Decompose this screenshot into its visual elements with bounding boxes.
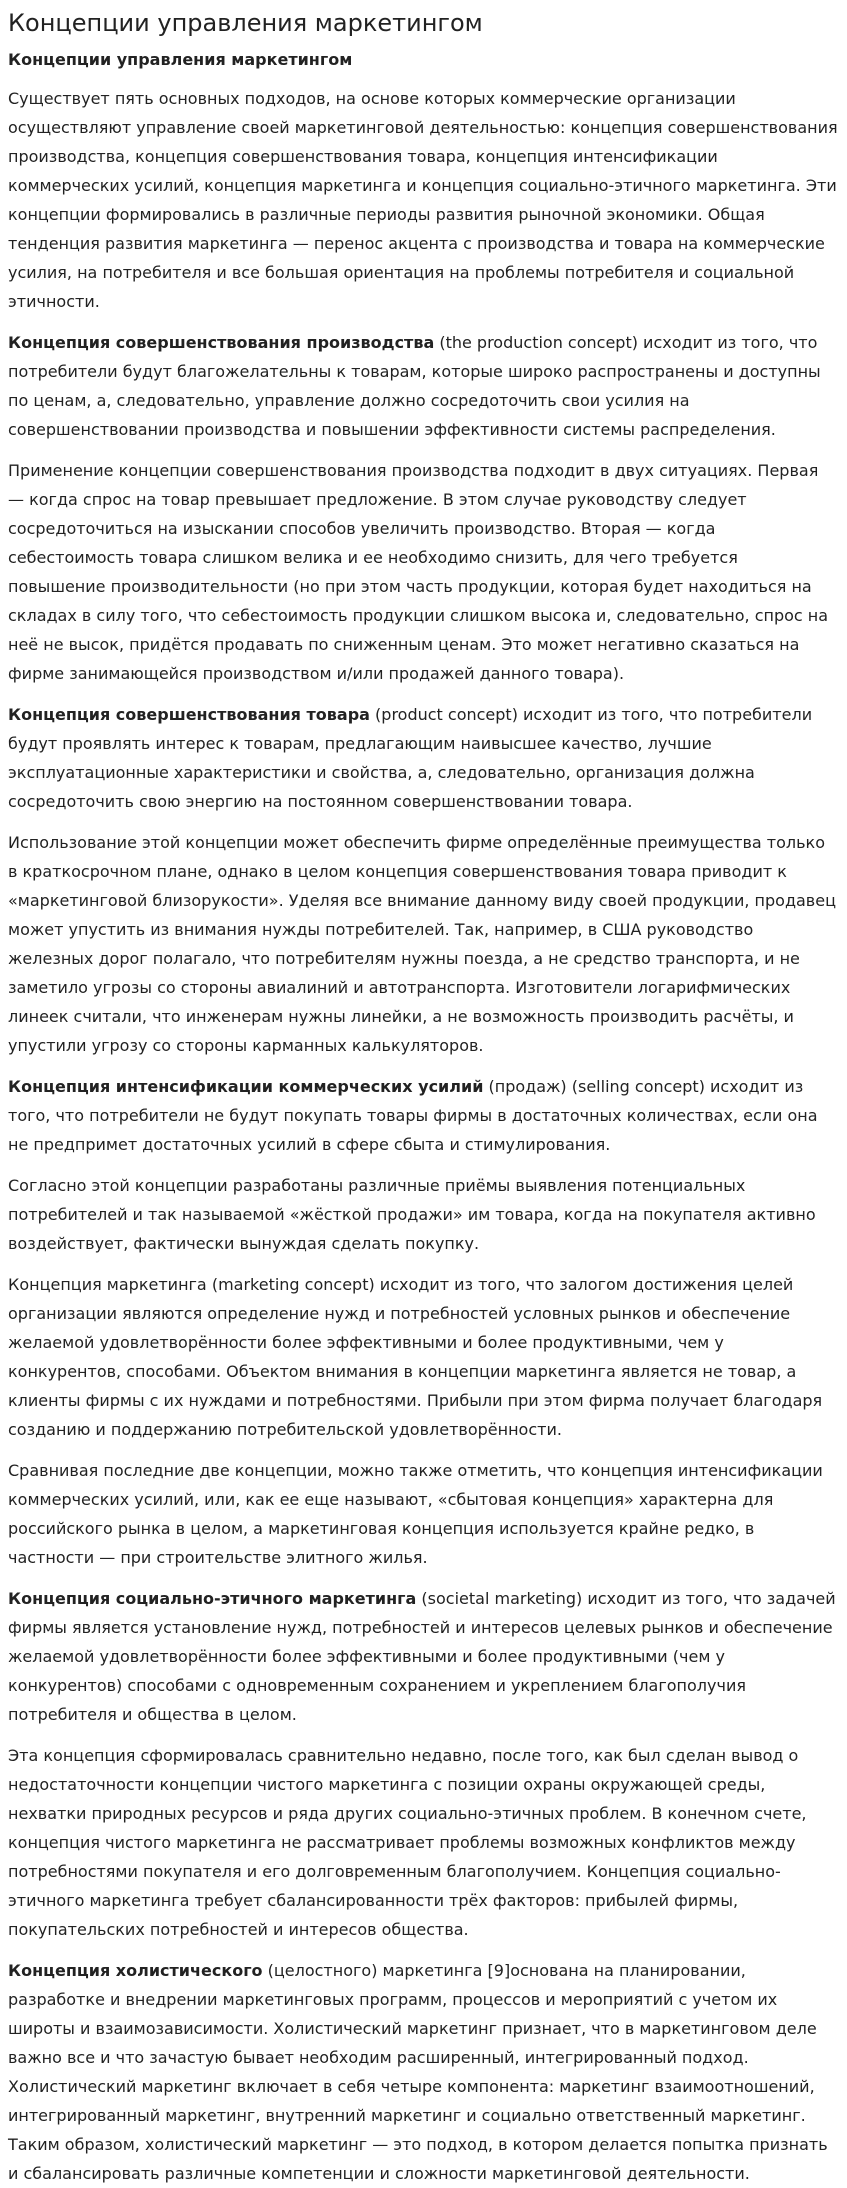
- paragraph-marketing-myopia: Использование этой концепции может обеспечить фирме определённые преимущества только в краткосрочном плане, однако в целом концепция совершенствования товара приводит к «маркетинговой близорукости». Уделяя все внимание данному виду своей продукции, продавец может упустить из внимания нужды потребителей. Так, например, в США руководство железных дорог полагало, что потребителям нужны поезда, а не средство транспорта, и не заметило угрозы со стороны авиалиний и автотранспорта. Изготовители логарифмических линеек считали, что инженерам нужны линейки, а не возможность производить расчёты, и упустили угрозу со стороны карманных калькуляторов.: [8, 833, 836, 1055]
- paragraph-hard-selling: Согласно этой концепции разработаны различные приёмы выявления потенциальных потребителей и так называемой «жёсткой продажи» им товара, когда на покупателя активно воздействует, фактически вынуждая сделать покупку.: [8, 1176, 816, 1253]
- paragraph-societal-concept: Концепция социально-этичного маркетинга (societal marketing) исходит из того, что задачей фирмы является установление нужд, потребностей и интересов целевых рынков и обеспечение желаемой удовлетворённости более эффективными и более продуктивными (чем у конкурентов) способами с одновременным сохранением и укреплением благополучия потребителя и общества в целом.: [8, 1589, 836, 1724]
- paragraph-marketing-concept: Концепция маркетинга (marketing concept) исходит из того, что залогом достижения целей организации являются определение нужд и потребностей условных рынков и обеспечение желаемой удовлетворённости более эффективными и более продуктивными, чем у конкурентов, способами. Объектом внимания в концепции маркетинга является не товар, а клиенты фирмы с их нуждами и потребностями. Прибыли при этом фирма получает благодаря созданию и поддержанию потребительской удовлетворённости.: [8, 1275, 823, 1439]
- article-subtitle: Концепции управления маркетингом: [8, 50, 353, 69]
- term-selling-concept: Концепция интенсификации коммерческих усилий: [8, 1077, 484, 1096]
- paragraph-production-concept: Концепция совершенствования производства (the production concept) исходит из того, что потребители будут благожелательны к товарам, которые широко распространены и доступны по ценам, а, следовательно, управление должно сосредоточить свои усилия на совершенствовании производства и повышении эффективности системы распределения.: [8, 333, 821, 439]
- term-societal-concept: Концепция социально-этичного маркетинга: [8, 1589, 417, 1608]
- term-holistic-concept: Концепция холистического: [8, 1961, 263, 1980]
- page-title: Концепции управления маркетингом: [8, 9, 483, 37]
- paragraph-selling-concept: Концепция интенсификации коммерческих усилий (продаж) (selling concept) исходит из того, что потребители не будут покупать товары фирмы в достаточных количествах, если она не предпримет достаточных усилий в сфере сбыта и стимулирования.: [8, 1077, 818, 1154]
- paragraph-societal-origin: Эта концепция сформировалась сравнительно недавно, после того, как был сделан вывод о недостаточности концепции чистого маркетинга с позиции охраны окружающей среды, нехватки природных ресурсов и ряда других социально-этичных проблем. В конечном счете, концепция чистого маркетинга не рассматривает проблемы возможных конфликтов между потребностями покупателя и его долговременным благополучием. Концепция социально-этичного маркетинга требует сбалансированности трёх факторов: прибылей фирмы, покупательских потребностей и интересов общества.: [8, 1746, 807, 1939]
- paragraph-product-concept: Концепция совершенствования товара (product concept) исходит из того, что потребители будут проявлять интерес к товарам, предлагающим наивысшее качество, лучшие эксплуатационные характеристики и свойства, а, следовательно, организация должна сосредоточить свою энергию на постоянном совершенствовании товара.: [8, 705, 813, 811]
- paragraph-holistic-concept: Концепция холистического (целостного) маркетинга [9]основана на планировании, разработке и внедрении маркетинговых программ, процессов и мероприятий с учетом их широты и взаимозависимости. Холистический маркетинг признает, что в маркетинговом деле важно все и что зачастую бывает необходим расширенный, интегрированный подход. Холистический маркетинг включает в себя четыре компонента: маркетинг взаимоотношений, интегрированный маркетинг, внутренний маркетинг и социально ответственный маркетинг. Таким образом, холистический маркетинг — это подход, в котором делается попытка признать и сбалансировать различные компетенции и сложности маркетинговой деятельности.: [8, 1961, 828, 2183]
- term-product-concept: Концепция совершенствования товара: [8, 705, 370, 724]
- term-production-concept: Концепция совершенствования производства: [8, 333, 435, 352]
- paragraph-intro: Существует пять основных подходов, на основе которых коммерческие организации осуществляют управление своей маркетинговой деятельностью: концепция совершенствования производства, концепция совершенствования товара, концепция интенсификации коммерческих усилий, концепция маркетинга и концепция социально-этичного маркетинга. Эти концепции формировались в различные периоды развития рыночной экономики. Общая тенденция развития маркетинга — перенос акцента с производства и товара на коммерческие усилия, на потребителя и все большая ориентация на проблемы потребителя и социальной этичности.: [8, 89, 838, 311]
- paragraph-production-application: Применение концепции совершенствования производства подходит в двух ситуациях. Первая — когда спрос на товар превышает предложение. В этом случае руководству следует сосредоточиться на изыскании способов увеличить производство. Вторая — когда себестоимость товара слишком велика и ее необходимо снизить, для чего требуется повышение производительности (но при этом часть продукции, которая будет находиться на складах в силу того, что себестоимость продукции слишком высока и, следовательно, спрос на неё не высок, придётся продавать по сниженным ценам. Это может негативно сказаться на фирме занимающейся производством и/или продажей данного товара).: [8, 461, 829, 683]
- paragraph-comparison: Сравнивая последние две концепции, можно также отметить, что концепция интенсификации коммерческих усилий, или, как ее еще называют, «сбытовая концепция» характерна для российского рынка в целом, а маркетинговая концепция используется крайне редко, в частности — при строительстве элитного жилья.: [8, 1461, 823, 1567]
